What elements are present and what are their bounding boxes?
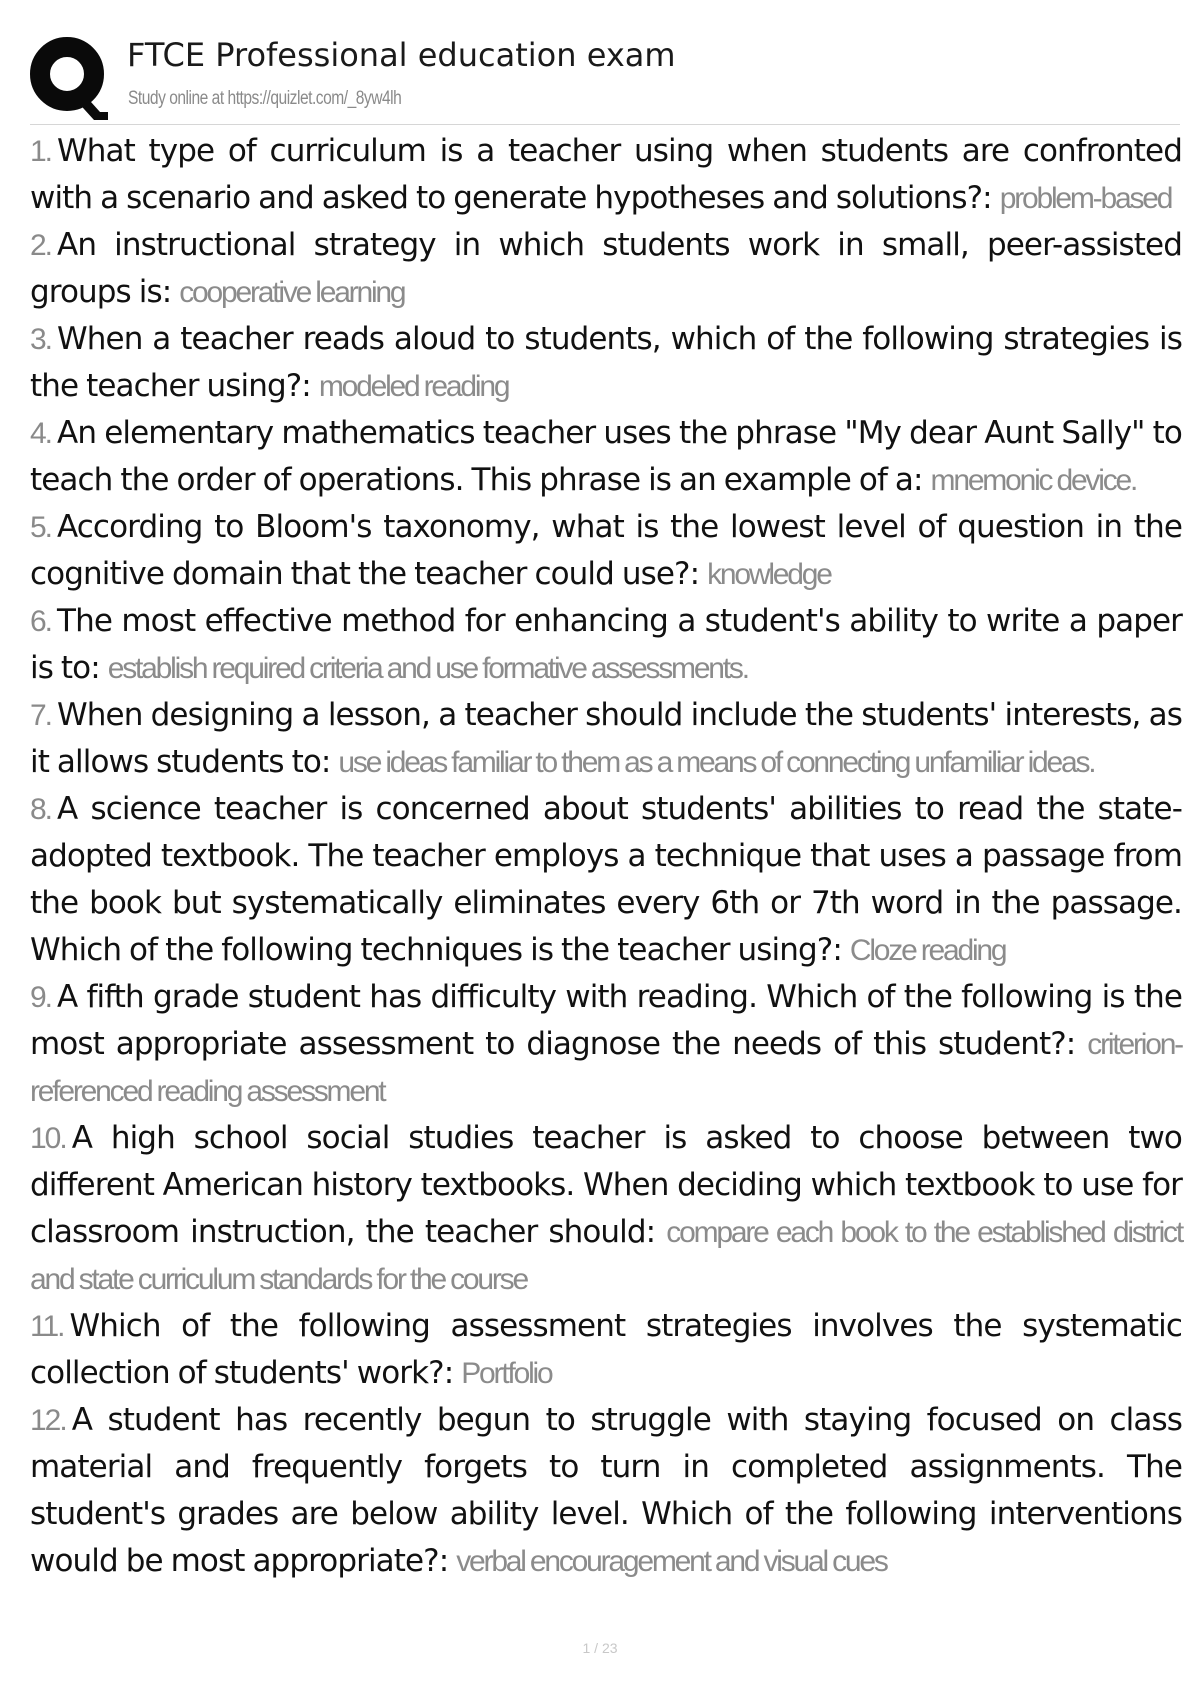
answer-text: modeled reading [318, 370, 509, 403]
question-number: 1. [30, 135, 52, 168]
question-text: A high school social studies teacher is asked to choose between two different American history textbooks. When deciding which textbook to use for classroom instruction, the teacher should: [30, 1120, 1182, 1250]
page-indicator: 1 / 23 [582, 1640, 618, 1656]
question-text: The most effective method for enhancing a student's ability to write a paper is to: [30, 603, 1182, 686]
question-item [30, 128, 1182, 222]
quizlet-logo-icon [30, 34, 110, 120]
question-list [30, 128, 1182, 1585]
question-item [30, 504, 1182, 598]
question-number: 11. [30, 1310, 64, 1343]
question-item [30, 410, 1182, 504]
question-item [30, 974, 1182, 1115]
question-number: 4. [30, 417, 52, 450]
document-header [30, 30, 1180, 125]
question-number: 10. [30, 1122, 66, 1155]
question-item [30, 786, 1182, 974]
question-number: 9. [30, 981, 52, 1014]
question-text: An elementary mathematics teacher uses the phrase "My dear Aunt Sally" to teach the order of operations. This phrase is an example of a: [30, 415, 1182, 498]
answer-text: Cloze reading [849, 934, 1006, 967]
answer-text: Portfolio [461, 1357, 552, 1390]
question-text: A science teacher is concerned about students' abilities to read the state-adopted textbook. The teacher employs a technique that uses a passage from the book but systematically eliminates every 6th or 7th word in the passage. Which of the following techniques is the teacher using?: [30, 791, 1182, 968]
answer-text: mnemonic device. [930, 464, 1137, 497]
question-item [30, 1397, 1182, 1585]
question-number: 5. [30, 511, 52, 544]
answer-text: knowledge [707, 558, 831, 591]
question-text: A fifth grade student has difficulty with reading. Which of the following is the most appropriate assessment to diagnose the needs of this student?: [30, 979, 1182, 1062]
question-item [30, 316, 1182, 410]
answer-text: establish required criteria and use formative assessments. [107, 652, 748, 685]
question-text: An instructional strategy in which students work in small, peer-assisted groups is: [30, 227, 1182, 310]
question-item [30, 598, 1182, 692]
answer-text: cooperative learning [179, 276, 405, 309]
question-text: When a teacher reads aloud to students, which of the following strategies is the teacher using?: [30, 321, 1182, 404]
question-text: Which of the following assessment strategies involves the systematic collection of students' work?: [30, 1308, 1182, 1391]
question-text: What type of curriculum is a teacher using when students are confronted with a scenario and asked to generate hypotheses and solutions?: [30, 133, 1182, 216]
question-item [30, 222, 1182, 316]
document-title: FTCE Professional education exam [127, 36, 676, 74]
question-item [30, 692, 1182, 786]
question-number: 12. [30, 1404, 66, 1437]
answer-text: problem-based [999, 182, 1172, 215]
question-number: 7. [30, 699, 52, 732]
answer-text: use ideas familiar to them as a means of connecting unfamiliar ideas. [338, 746, 1095, 779]
answer-text: criterion-referenced reading assessment [30, 1028, 1182, 1108]
question-number: 8. [30, 793, 52, 826]
question-item [30, 1303, 1182, 1397]
question-text: According to Bloom's taxonomy, what is the lowest level of question in the cognitive domain that the teacher could use?: [30, 509, 1182, 592]
study-online-link[interactable]: Study online at https://quizlet.com/_8yw4lh [128, 88, 402, 109]
question-text: When designing a lesson, a teacher should include the students' interests, as it allows students to: [30, 697, 1182, 780]
question-number: 6. [30, 605, 52, 638]
answer-text: compare each book to the established district and state curriculum standards for the course [30, 1216, 1182, 1296]
answer-text: verbal encouragement and visual cues [456, 1545, 887, 1578]
question-number: 3. [30, 323, 52, 356]
question-item [30, 1115, 1182, 1303]
question-number: 2. [30, 229, 52, 262]
question-text: A student has recently begun to struggle with staying focused on class material and frequently forgets to turn in completed assignments. The student's grades are below ability level. Which of the following interventions would be most appropriate?: [30, 1402, 1182, 1579]
